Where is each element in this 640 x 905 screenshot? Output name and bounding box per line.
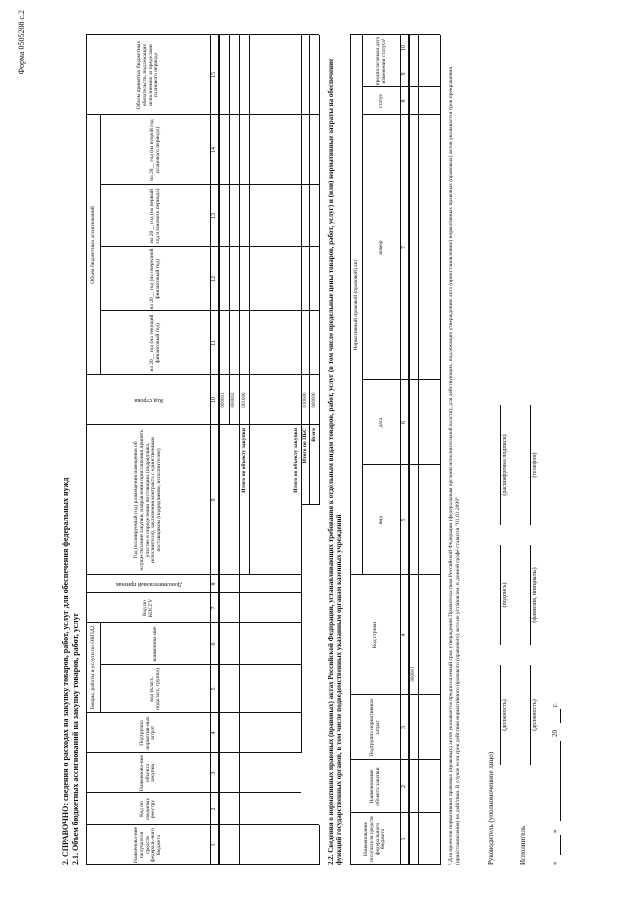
t2-col-number: 1	[401, 837, 408, 841]
t2-header-type: вид	[377, 515, 384, 525]
col-number: 15	[211, 72, 218, 78]
t2-col-number: 2	[401, 785, 408, 788]
position-caption-2: (должность)	[532, 699, 538, 731]
header-line-code: Код строки	[134, 397, 163, 403]
col-number: 8	[211, 582, 218, 586]
footnote: ¹ Для проектов нормативных правовых (правовых) актов указывается предполагаемый срок утверждения Правительством Российской Федерации (федеральным органом исполнительной власти), для действующих, подлежащих утверждению акта (приостановлению) нормативных правовых (правовых) актов указывается срок прекращения (приостановления) их действия. В случае если срок действия нормативного правового (правового) акта не установлен, в данной графе ставится "01.01.2099"	[448, 67, 461, 865]
date-quote-close: »	[551, 829, 559, 833]
form-code: Форма 0505208 с.2	[17, 10, 26, 75]
line-code-000002: 000002	[231, 392, 237, 408]
decoding-caption: (расшифровка подписи)	[502, 434, 508, 496]
col-number: 5	[211, 687, 218, 691]
t2-line-code-000001: 000001	[410, 666, 416, 682]
t2-header-subgroup: Подгруппа нормативных затрат	[368, 698, 381, 757]
col-number: 11	[211, 340, 218, 346]
head-label: Руководитель (уполномоченное лицо)	[487, 751, 495, 865]
t2-col-number: 3	[401, 726, 408, 729]
t2-col-number: 4	[401, 633, 408, 637]
col-number: 6	[211, 642, 218, 646]
section-2-title: 2. СПРАВОЧНО: сведения о расходах на закупку товаров, работ, услуг для обеспечения федеральных нужд	[61, 477, 70, 865]
total-all-label: Всего	[310, 428, 317, 442]
t2-col-number: 6	[401, 421, 408, 424]
t2-header-status: статус	[377, 93, 384, 109]
col-number: 2	[211, 807, 218, 811]
col-number: 12	[211, 276, 218, 282]
header-goods-okpd2: Товары, работы и услуги по ОКПД2	[89, 625, 96, 711]
header-additional-sign: Дополнительный признак	[115, 581, 182, 587]
header-recipient: Наименова-ние получателя средств федераль-ного бюджета	[133, 826, 163, 864]
header-budget-volume: Объем бюджетных ассигнований	[89, 206, 96, 284]
col-number: 1	[211, 843, 218, 847]
line-code-900000: 900000	[311, 392, 317, 408]
header-current-year: на 20__ год (на текущий финансовый год)	[148, 314, 161, 372]
col-number: 10	[211, 397, 218, 403]
t2-col-number: 8	[401, 99, 408, 103]
year-prefix: 20	[551, 730, 559, 737]
total-pbs-label: Итого по ПБС	[302, 428, 308, 464]
col-number: 7	[211, 606, 218, 610]
section-2-2-title: 2.2. Сведения о нормативных правовых (правовых) актах Российской Федерации, устанавливающих требования к отдельным видам товаров, работ, услуг (в том числе предельные цены товаров, работ, услуг) и (или) нормативные затраты на обеспечение функций государственных органов, в том числе подведомственных указанным органам казенных учреждений	[327, 58, 343, 865]
executor-label: Исполнитель	[519, 825, 527, 865]
col-number: 14	[211, 147, 218, 153]
header-second-plan-year: на 20__ год (на второй год планового периода)	[148, 119, 161, 181]
section-2-1-title: 2.1. Объем бюджетных ассигнований на закупку товаров, работ, услуг	[71, 612, 80, 865]
header-first-plan-year: на 20__ год (на первый год планового периода)	[148, 188, 161, 244]
t2-header-date: дата	[377, 417, 384, 428]
phone-caption: (телефон)	[532, 452, 538, 478]
year-suffix: г.	[551, 703, 559, 707]
header-goods-name: наименова-ние	[151, 626, 158, 662]
col-number: 3	[211, 771, 218, 775]
header-spending-subgroup: Подгруппа норматив-ных затрат	[138, 716, 157, 750]
header-obligations: Объем принятых бюджетных обязательств, подлежащих исполнению за пределами планового периода	[135, 40, 160, 110]
header-object-name: Наименова-ние объекта закупки	[138, 754, 157, 792]
t2-col-number: 5	[401, 518, 408, 522]
line-code-010000: 010000	[302, 392, 308, 408]
t2-col-number: 9	[401, 72, 408, 76]
header-goods-code: код (класс, подкласс, группа)	[148, 668, 161, 710]
total-object-label-2: Итого по объекту закупки	[293, 428, 300, 493]
t2-header-change-date: предполагаемая дата изменения статуса¹	[374, 36, 387, 86]
t2-header-act: Нормативный правовой (правовой) акт	[352, 259, 359, 351]
t2-header-line-code: Код строки	[371, 621, 378, 649]
header-next-year: на 20__ год (на очередной финансовый год)	[148, 248, 161, 310]
date-quote-open: «	[551, 861, 559, 865]
t2-col-number: 10	[401, 45, 408, 51]
name-caption: (фамилия, инициалы)	[532, 567, 538, 623]
line-code-001000: 001000	[241, 392, 247, 408]
header-placement-year: Год (планируемый год) размещения извещения об осуществлении закупки, направления приглашения принять участие в определении поставщика (подрядчика, исполнителя), заключения контракта с единственным поставщиком (подрядчиком, исполнителем)	[133, 429, 163, 571]
col-number: 9	[211, 498, 218, 502]
col-number: 4	[211, 731, 218, 735]
t2-header-object: Наименование объекта закупки	[368, 767, 381, 806]
signature-caption: (подпись)	[502, 582, 508, 608]
header-kosgu: Код по КОСГУ	[141, 598, 154, 618]
t2-header-number: номер	[377, 240, 384, 255]
col-number: 13	[211, 213, 218, 219]
header-recipient-code: Код по сводному реестру	[138, 797, 157, 821]
t2-col-number: 7	[401, 246, 408, 249]
position-caption: (должность)	[502, 699, 508, 731]
total-object-label: Итого по объекту закупки	[240, 428, 247, 493]
line-code-000001: 000001	[221, 392, 227, 408]
t2-header-recipient: Наименование получателя средств федерального бюджета	[362, 816, 387, 862]
